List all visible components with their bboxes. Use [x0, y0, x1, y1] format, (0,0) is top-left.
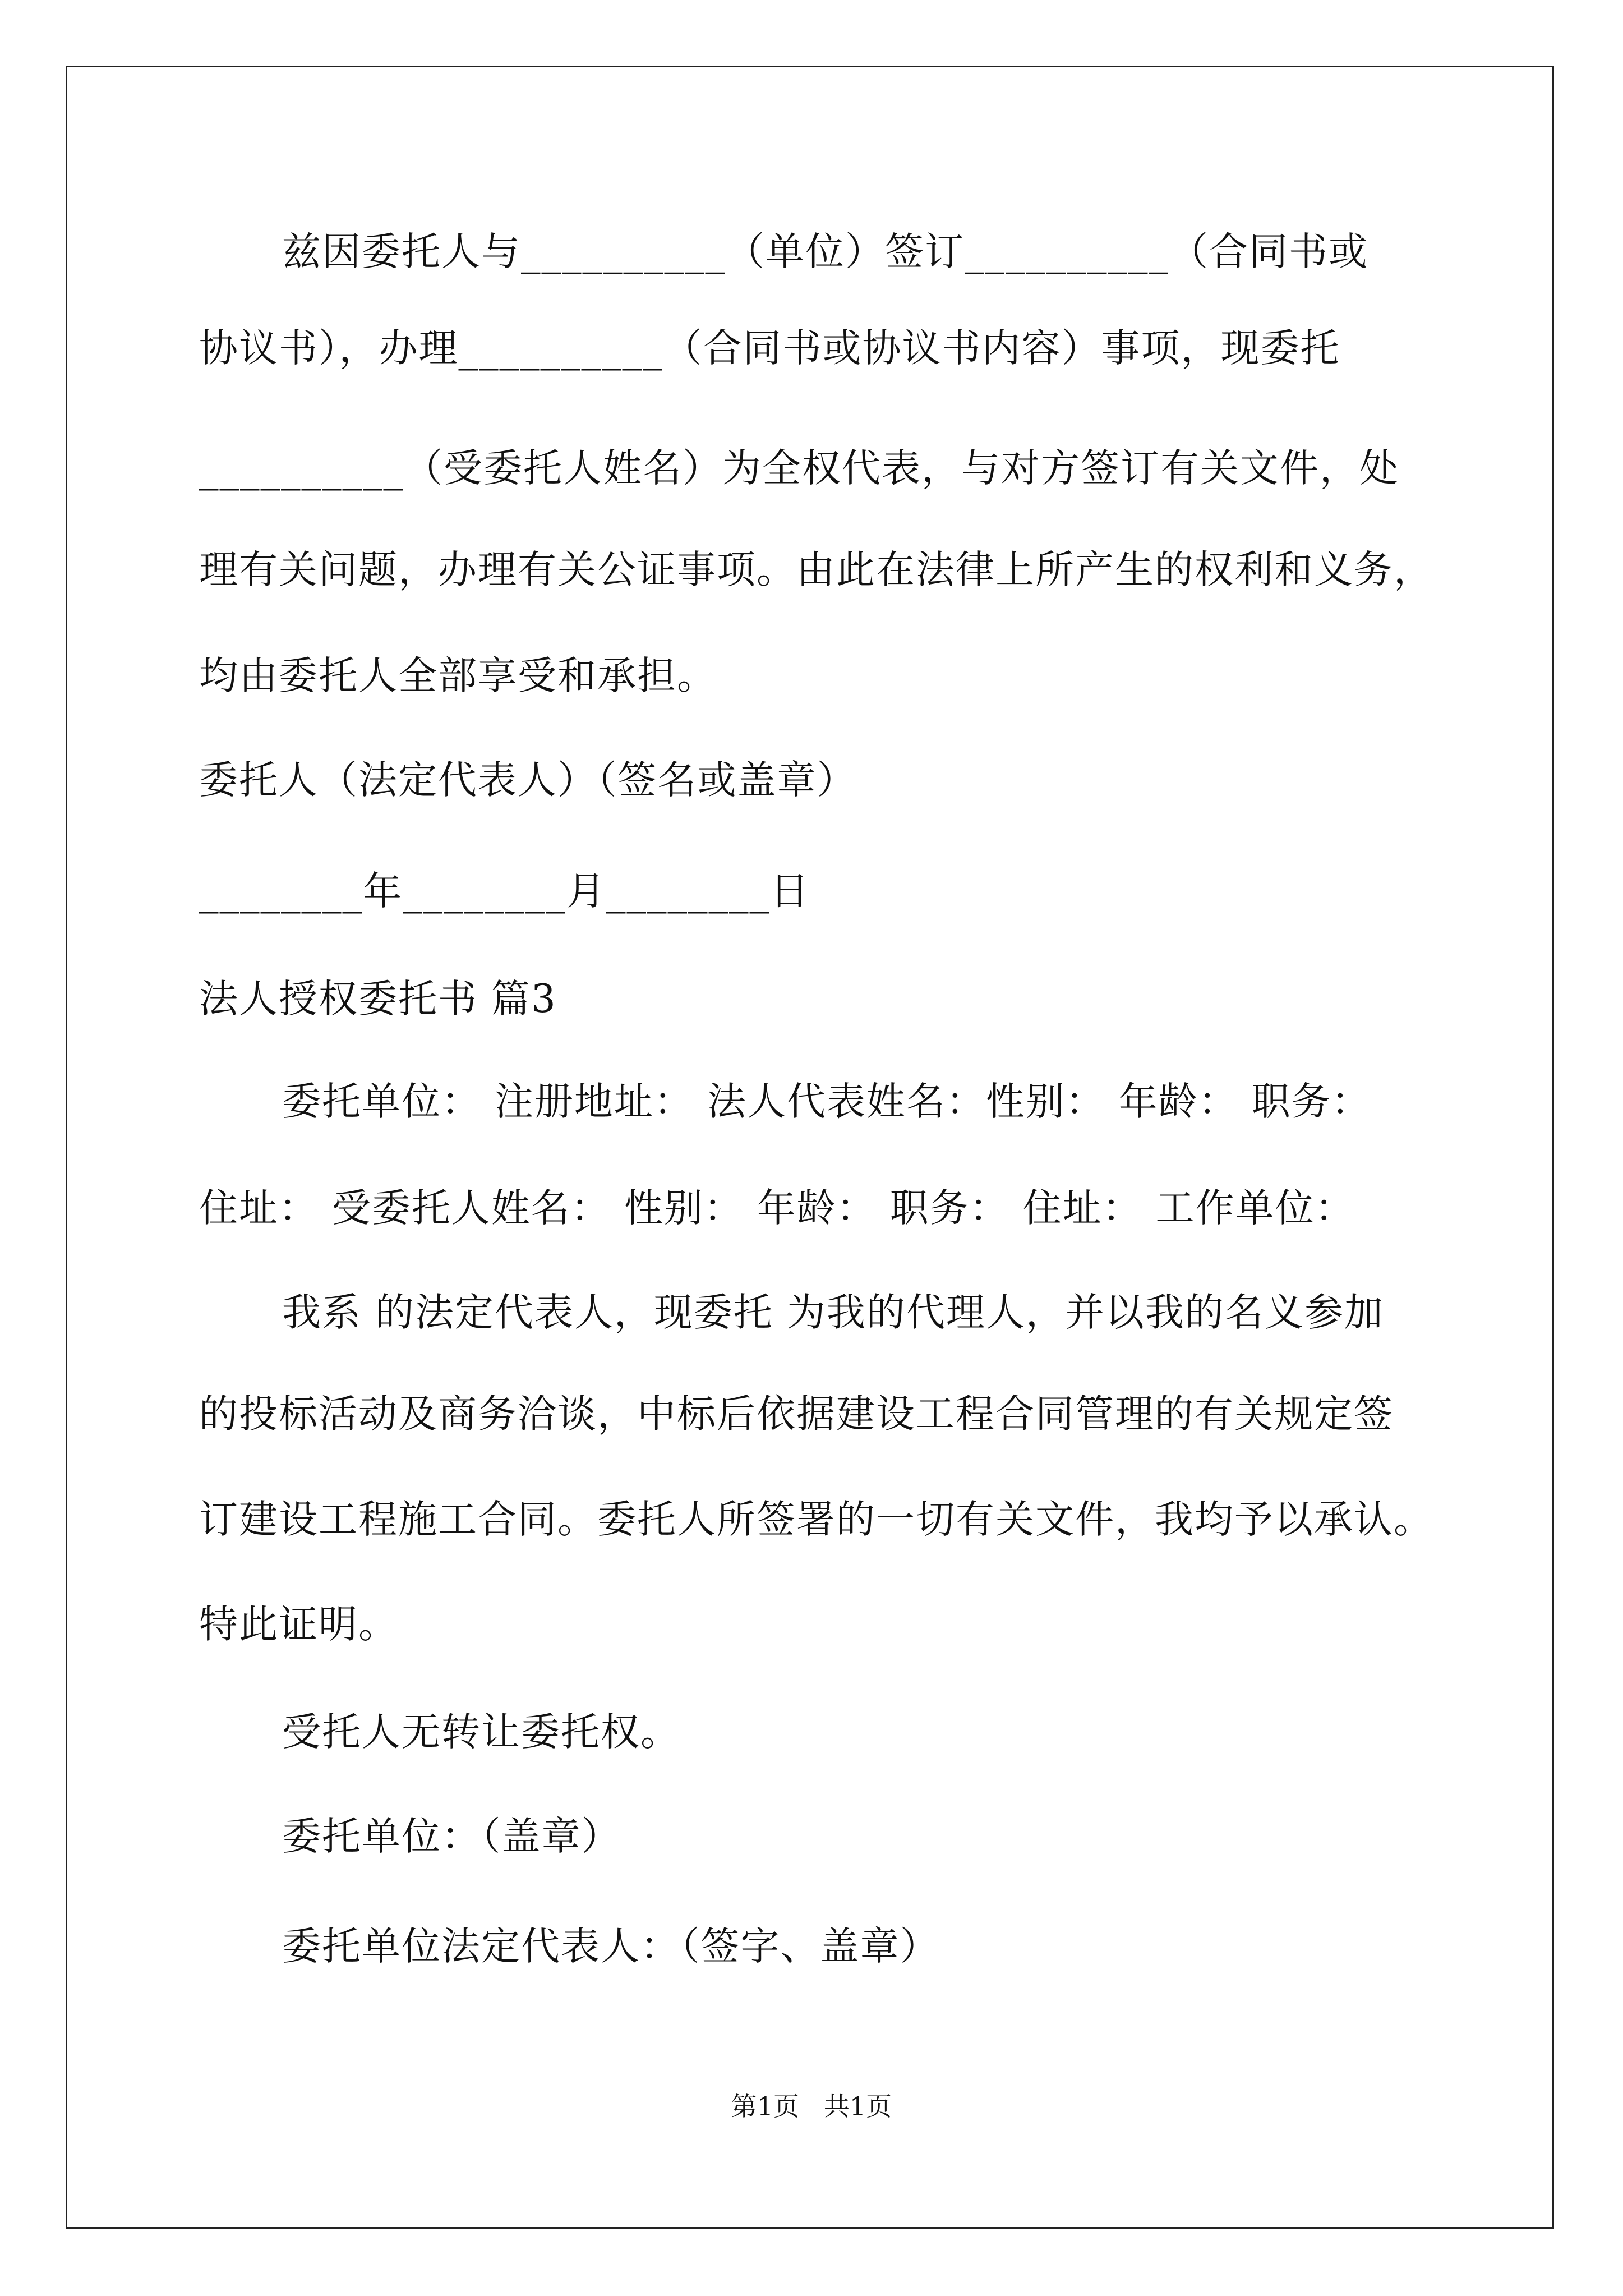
signature-label: 委托人（法定代表人）（签名或盖章）: [199, 758, 857, 803]
section-heading: 法人授权委托书 篇3: [199, 977, 557, 1022]
paragraph-line: 兹因委托人与__________（单位）签订__________（合同书或: [282, 229, 1368, 274]
paragraph-line: 受托人无转让委托权。: [282, 1710, 680, 1755]
paragraph-line: 协议书），办理__________（合同书或协议书内容）事项，现委托: [199, 326, 1340, 371]
paragraph-line: 特此证明。: [199, 1602, 398, 1647]
paragraph-line: 的投标活动及商务洽谈，中标后依据建设工程合同管理的有关规定签: [199, 1392, 1394, 1437]
paragraph-line: 均由委托人全部享受和承担。: [199, 654, 717, 698]
signature-label: 委托单位法定代表人：（签字、盖章）: [282, 1924, 940, 1969]
page-border: [66, 66, 1554, 2229]
paragraph-line: __________（受委托人姓名）为全权代表，与对方签订有关文件，处: [199, 446, 1399, 491]
signature-label: 委托单位：（盖章）: [282, 1814, 621, 1859]
paragraph-line: 订建设工程施工合同。委托人所签署的一切有关文件，我均予以承认。: [199, 1497, 1433, 1542]
paragraph-line: 我系 的法定代表人，现委托 为我的代理人，并以我的名义参加: [282, 1290, 1384, 1335]
date-line: ________年________月________日: [199, 869, 810, 914]
paragraph-line: 委托单位： 注册地址： 法人代表姓名：性别： 年龄： 职务：: [282, 1079, 1371, 1124]
paragraph-line: 住址： 受委托人姓名： 性别： 年龄： 职务： 住址： 工作单位：: [199, 1186, 1355, 1231]
paragraph-line: 理有关问题，办理有关公证事项。由此在法律上所产生的权利和义务，: [199, 547, 1433, 592]
page-number-footer: 第1页 共1页: [731, 2091, 892, 2122]
